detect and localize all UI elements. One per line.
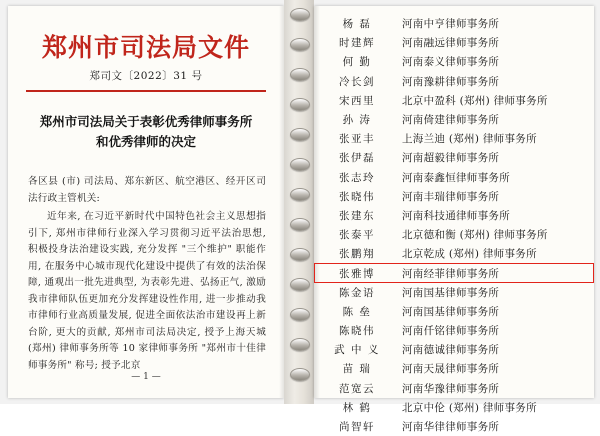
left-document-page: [8, 6, 284, 398]
law-firm-name: 河南华豫律师事务所: [402, 382, 500, 395]
table-row: [314, 359, 594, 378]
right-document-page: [314, 6, 594, 434]
binder-ring: [290, 248, 310, 261]
binder-ring: [290, 158, 310, 171]
law-firm-name: 北京中盈科 (郑州) 律师事务所: [402, 94, 548, 107]
law-firm-name: 北京中伦 (郑州) 律师事务所: [402, 401, 537, 414]
table-row: [314, 187, 594, 206]
document-heading-line-2: 和优秀律师的决定: [95, 134, 196, 149]
lawyer-name: 宋西里: [339, 94, 375, 107]
law-firm-name: 河南泰义律师事务所: [402, 56, 500, 69]
lawyer-name: 陈晓伟: [339, 325, 375, 338]
awardee-name-list: [314, 14, 594, 436]
table-row: [314, 14, 594, 33]
lawyer-name: 张伊磊: [339, 152, 375, 165]
lawyer-name: 尚智轩: [339, 421, 375, 434]
lawyer-name: 时建辉: [339, 37, 375, 50]
lawyer-name: 苗 瑞: [342, 363, 372, 376]
law-firm-name: 河南经菲律师事务所: [402, 267, 500, 280]
page-number: — 1 —: [131, 372, 161, 382]
document-number: 郑司文〔2022〕31 号: [89, 70, 203, 82]
table-row: [314, 52, 594, 71]
document-heading: [32, 112, 260, 152]
law-firm-name: 河南倚建律师事务所: [402, 114, 500, 127]
binder-ring: [290, 38, 310, 51]
binder-spine: [284, 0, 314, 404]
law-firm-name: 河南德诚律师事务所: [402, 344, 500, 357]
table-row: [314, 321, 594, 340]
binder-ring: [290, 128, 310, 141]
lawyer-name: 张泰平: [339, 229, 375, 242]
law-firm-name: 北京乾成 (郑州) 律师事务所: [402, 248, 537, 261]
lawyer-name: 陈金语: [339, 286, 375, 299]
table-row: [314, 72, 594, 91]
table-row: [314, 283, 594, 302]
lawyer-name: 张建东: [339, 209, 375, 222]
law-firm-name: 北京德和衡 (郑州) 律师事务所: [402, 229, 548, 242]
law-firm-name: 河南丰瑞律师事务所: [402, 190, 500, 203]
lawyer-name: 张晓伟: [339, 190, 375, 203]
table-row: [314, 340, 594, 359]
table-row: [314, 168, 594, 187]
law-firm-name: 上海兰迪 (郑州) 律师事务所: [402, 133, 537, 146]
law-firm-name: 河南华律律师事务所: [402, 421, 500, 434]
lawyer-name: 张鹏翔: [339, 248, 375, 261]
lawyer-name: 武 中 义: [334, 344, 380, 357]
law-firm-name: 河南国基律师事务所: [402, 286, 500, 299]
table-row: [314, 379, 594, 398]
table-row: [314, 302, 594, 321]
table-row: [314, 148, 594, 167]
lawyer-name: 张雅博: [339, 267, 375, 280]
law-firm-name: 河南天晟律师事务所: [402, 363, 500, 376]
binder-ring: [290, 218, 310, 231]
table-row: [314, 417, 594, 436]
lawyer-name: 张亚丰: [339, 133, 375, 146]
table-row: [314, 244, 594, 263]
law-firm-name: 河南泰鑫恒律师事务所: [402, 171, 510, 184]
lawyer-name: 张志玲: [339, 171, 375, 184]
law-firm-name: 河南融远律师事务所: [402, 37, 500, 50]
table-row: [314, 263, 594, 282]
page-title: 郑州市司法局文件: [41, 33, 250, 62]
law-firm-name: 河南仟铭律师事务所: [402, 325, 500, 338]
table-row: [314, 91, 594, 110]
lawyer-name: 范宽云: [339, 382, 375, 395]
table-row: [314, 398, 594, 417]
binder-ring: [290, 68, 310, 81]
lawyer-name: 林 鹤: [342, 401, 372, 414]
binder-ring: [290, 338, 310, 351]
table-row: [314, 225, 594, 244]
table-row: [314, 110, 594, 129]
binder-ring: [290, 308, 310, 321]
binder-ring: [290, 368, 310, 381]
red-divider-rule: [26, 90, 266, 92]
binder-ring: [290, 98, 310, 111]
law-firm-name: 河南国基律师事务所: [402, 305, 500, 318]
table-row: [314, 206, 594, 225]
binder-ring: [290, 8, 310, 21]
document-body: [28, 174, 266, 376]
law-firm-name: 河南豫耕律师事务所: [402, 75, 500, 88]
document-paragraph: 近年来, 在习近平新时代中国特色社会主义思想指引下, 郑州市律师行业深入学习贯彻习近平法治思想, 积极投身法治建设实践, 充分发挥 "三个维护" 职能作用, 在服务中心城市现代化建设中提供了有效的法治保障, 通观出一批先进典型, 为表彰先进、弘扬正气, 激励我市律师队伍更加充分发挥建设性作用, 进一步推动我市律师行业高质量发展, 促进全面依法治市建设再上新台阶, 更大的贡献, 郑州市司法局决定, 授予上海天城 (郑州) 律师事务所等 10 家律师事务所 "郑州市十佳律师事务所" 称号; 授予北京: [28, 211, 266, 371]
binder-ring: [290, 278, 310, 291]
law-firm-name: 河南科技通律师事务所: [402, 209, 510, 222]
lawyer-name: 冷长剑: [339, 75, 375, 88]
lawyer-name: 陈 垒: [342, 305, 372, 318]
table-row: [314, 129, 594, 148]
law-firm-name: 河南中亨律师事务所: [402, 18, 500, 31]
lawyer-name: 孙 涛: [342, 114, 372, 127]
document-heading-line-1: 郑州市司法局关于表彰优秀律师事务所: [39, 114, 253, 129]
table-row: [314, 33, 594, 52]
binder-ring: [290, 188, 310, 201]
lawyer-name: 何 勤: [342, 56, 372, 69]
document-paragraph: 各区县 (市) 司法局、郑东新区、航空港区、经开区司法行政主管机关:: [28, 176, 266, 204]
lawyer-name: 杨 磊: [342, 18, 372, 31]
law-firm-name: 河南超毅律师事务所: [402, 152, 500, 165]
